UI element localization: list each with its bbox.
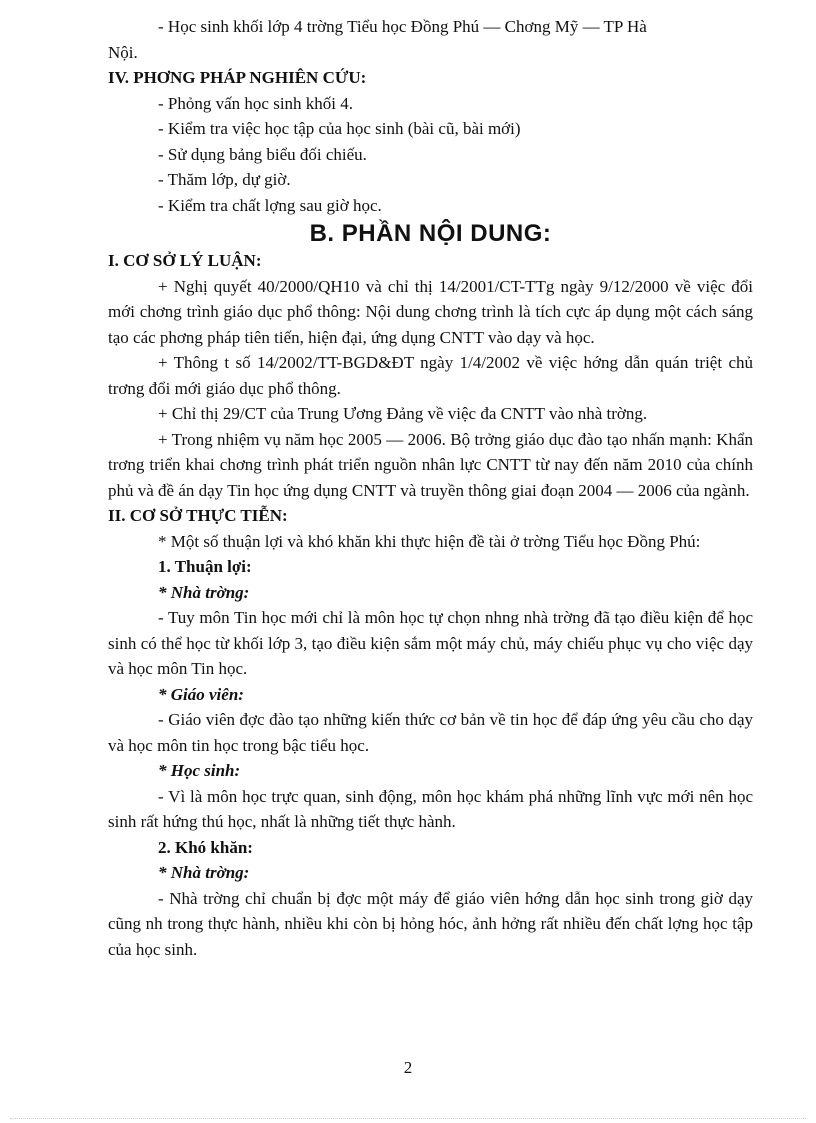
advantages-student-label: * Học sinh: [158, 761, 241, 780]
advantages-heading: 1. Thuận lợi: [158, 557, 252, 576]
difficulties-heading: 2. Khó khăn: [158, 837, 253, 857]
practice-intro: * Một số thuận lợi và khó khăn khi thực hiện đề tài ở trờng Tiểu học Đồng Phú: [158, 531, 701, 551]
method-item: - Kiểm tra chất lợng sau giờ học. [158, 195, 382, 215]
theory-paragraph: + Nghị quyết 40/2000/QH10 và chỉ thị 14/2001/CT-TTg ngày 9/12/2000 về việc đổi mới chơng trình giáo dục phổ thông: Nội dung chơng trình là tích cực áp dụng một cách sáng tạo các phơng pháp tiên tiến, hiện đại, ứng dụng CNTT vào dạy và học. [108, 276, 753, 347]
theory-paragraph: + Thông t số 14/2002/TT-BGD&ĐT ngày 1/4/2002 về việc hớng dẫn quán triệt chủ trơng đổi mới giáo dục phổ thông. [108, 353, 753, 398]
advantages-school-text: - Tuy môn Tin học mới chỉ là môn học tự chọn nhng nhà trờng đã tạo điều kiện để học sinh có thể học từ khối lớp 3, tạo điều kiện sắm một máy chủ, máy chiếu phục vụ cho việc dạy và học môn Tin học. [108, 608, 753, 678]
theory-paragraph: + Trong nhiệm vụ năm học 2005 — 2006. Bộ trởng giáo dục đào tạo nhấn mạnh: Khẩn trơng triển khai chơng trình phát triển nguồn nhân lực CNTT từ nay đến năm 2010 của chính phủ và đề án dạy Tin học ứng dụng CNTT và truyền thông giai đoạn 2004 — 2006 của ngành. [108, 429, 753, 500]
method-item: - Kiểm tra việc học tập của học sinh (bài cũ, bài mới) [158, 119, 521, 138]
advantages-teacher-label: * Giáo viên: [158, 684, 244, 704]
difficulties-school-label: * Nhà trờng: [158, 863, 250, 882]
difficulties-school-text: - Nhà trờng chỉ chuẩn bị đợc một máy để giáo viên hớng dẫn học sinh trong giờ dạy cũng nh trong thực hành, nhiều khi còn bị hỏng hóc, ảnh hởng rất nhiều đến chất lợng học tập của học sinh. [108, 888, 753, 959]
advantages-student-text: - Vì là môn học trực quan, sinh động, môn học khám phá những lĩnh vực mới nên học sinh rất hứng thú học, nhất là những tiết thực hành. [108, 786, 753, 831]
intro-line-cont: Nội. [108, 42, 138, 62]
section-heading-practice: II. CƠ SỞ THỰC TIỄN: [108, 506, 288, 525]
advantages-teacher-text: - Giáo viên đợc đào tạo những kiến thức cơ bản về tin học để đáp ứng yêu cầu cho dạy và học môn tin học trong bậc tiểu học. [108, 710, 753, 755]
advantages-school-label: * Nhà trờng: [158, 582, 250, 602]
page-number: 2 [403, 1058, 413, 1077]
part-title: B. PHẦN NỘI DUNG: [309, 220, 552, 247]
section-heading-theory: I. CƠ SỞ LÝ LUẬN: [108, 251, 262, 270]
method-item: - Phỏng vấn học sinh khối 4. [158, 93, 354, 113]
method-item: - Thăm lớp, dự giờ. [158, 170, 291, 189]
intro-line: - Học sinh khối lớp 4 trờng Tiểu học Đồng Phú — Chơng Mỹ — TP Hà [158, 17, 647, 36]
page-content [108, 14, 753, 962]
section-heading-methods: IV. PHƠNG PHÁP NGHIÊN CỨU: [108, 68, 367, 87]
page-bottom-divider [10, 1118, 806, 1119]
theory-paragraph: + Chỉ thị 29/CT của Trung Ương Đảng về việc đa CNTT vào nhà trờng. [158, 404, 648, 423]
method-item: - Sử dụng bảng biểu đối chiếu. [158, 144, 367, 164]
